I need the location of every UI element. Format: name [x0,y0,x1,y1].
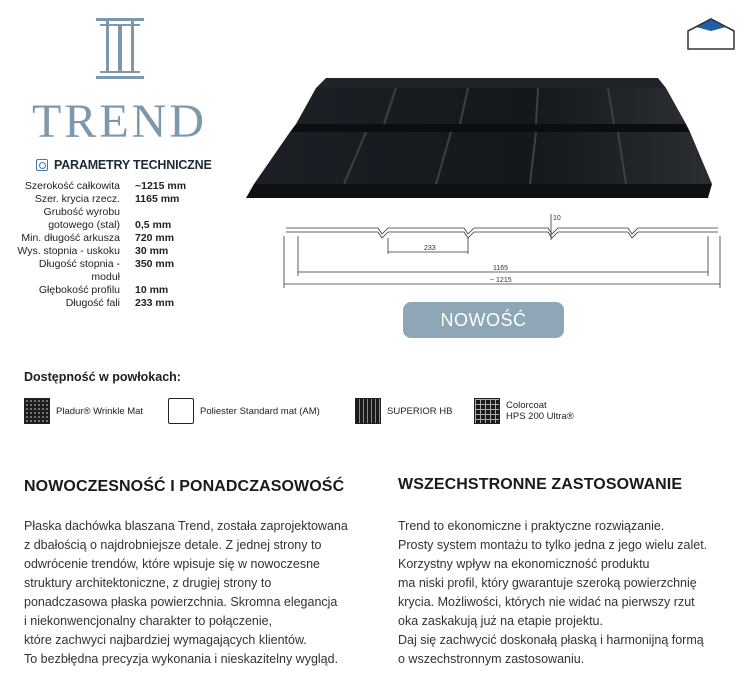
text-line: które zachwyci najbardziej wymagających klientów. [24,633,307,647]
params-row [8,258,238,284]
params-row [8,193,238,206]
coating-name: SUPERIOR HB [387,405,453,417]
section-left-heading: NOWOCZESNOŚĆ I PONADCZASOWOŚĆ [24,478,345,495]
param-label: Min. długość arkusza [21,232,120,244]
params-row [8,232,238,245]
section-right-text [398,517,707,669]
text-line: z dbałością o najdrobniejsze detale. Z jednej strony to [24,538,322,552]
text-line: Korzystny wpływ na ekonomiczność produktu [398,557,650,571]
text-line: Trend to ekonomiczne i praktyczne rozwiązanie. [398,519,665,533]
brand-logo [30,18,210,148]
poliester-swatch-icon [168,398,194,424]
house-icon [686,17,736,51]
text-line: ma niski profil, który gwarantuje szeroką powierzchnię [398,576,697,590]
param-label: gotowego (stal) [48,219,120,231]
parameters-icon [36,159,48,171]
params-row [8,180,238,193]
params-title-text: PARAMETRY TECHNICZNE [54,158,212,172]
coating-item [355,398,452,424]
params-row [8,245,238,258]
params-row [8,284,238,297]
superior-swatch-icon [355,398,381,424]
coating-name: Poliester Standard mat (AM) [200,405,320,417]
param-value: 1165 mm [135,193,180,205]
param-value: 350 mm [135,258,175,270]
param-label: Głębokość profilu [38,284,120,296]
dim-wave: 233 [424,245,436,252]
param-value: 30 mm [135,245,169,257]
text-line: To bezbłędna precyzja wykonania i nieskazitelny wygląd. [24,652,339,666]
profile-drawing [278,210,728,290]
dim-cover: 1165 [493,265,509,272]
coating-name-line2: HPS 200 Ultra® [506,411,574,422]
coatings-title: Dostępność w powłokach: [24,370,181,384]
text-line: Prosty system montażu to tylko jedna z jego wielu zalet. [398,538,708,552]
text-line: oka zaskakują już na etapie projektu. [398,614,603,628]
colorcoat-swatch-icon [474,398,500,424]
text-line: Daj się zachwycić doskonałą płaską i harmonijną formą [398,633,704,647]
param-value: 0,5 mm [135,219,172,231]
text-line: krycia. Możliwości, których nie widać na pierwszy rzut [398,595,695,609]
text-line: i niekonwencjonalny charakter to połączenie, [24,614,273,628]
section-left-text [24,517,348,669]
text-line: odwrócenie trendów, które wpisuje się w nowoczesne [24,557,320,571]
params-row [8,206,238,219]
params-table [8,180,238,310]
text-line: Płaska dachówka blaszana Trend, została zaprojektowana [24,519,348,533]
coating-name: Colorcoat [506,400,547,411]
param-label: Długość fali [65,297,120,309]
param-label: Szerokość całkowita [24,180,120,192]
coating-item [24,398,143,424]
roof-tile-image [246,74,716,202]
param-label: Długość stopnia - moduł [38,258,120,283]
text-line: ponadczasowa płaska powierzchnia. Skromna elegancja [24,595,338,609]
text-line: o wszechstronnym zastosowaniu. [398,652,585,666]
param-value: 233 mm [135,297,175,309]
param-label: Szer. krycia rzecz. [34,193,120,205]
section-right-heading: WSZECHSTRONNE ZASTOSOWANIE [398,476,683,493]
param-label: Grubość wyrobu [43,206,120,218]
text-line: struktury architektoniczne, z drugiej strony to [24,576,272,590]
coating-item [474,398,574,424]
new-badge: NOWOŚĆ [403,302,564,338]
trend-logo-mark [96,18,144,80]
pladur-swatch-icon [24,398,50,424]
params-row [8,219,238,232]
params-row [8,297,238,310]
params-title [36,158,212,172]
param-label: Wys. stopnia - uskoku [17,245,120,257]
coating-name: Pladur® Wrinkle Mat [56,405,144,417]
brand-name: TREND [32,95,207,148]
param-value: 720 mm [135,232,175,244]
dim-total: ~ 1215 [490,277,512,284]
dim-depth: 10 [553,215,561,222]
param-value: ~1215 mm [135,180,187,192]
coating-name-block [506,400,574,422]
param-value: 10 mm [135,284,169,296]
coating-item [168,398,320,424]
